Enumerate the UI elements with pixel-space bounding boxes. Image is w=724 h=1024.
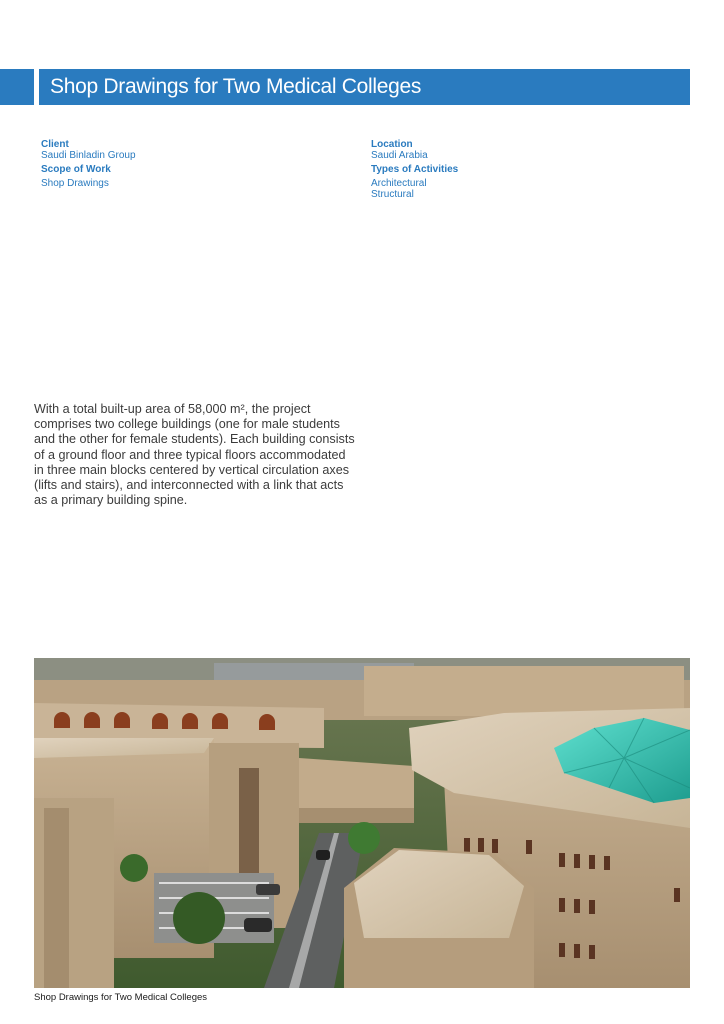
description-line: of a ground floor and three typical floors accommodated: [34, 447, 346, 462]
description-line: comprises two college buildings (one for male students: [34, 417, 340, 432]
client-label: Client: [41, 139, 69, 150]
description-line: as a primary building spine.: [34, 493, 188, 508]
info-right-column: [371, 139, 458, 200]
scope-label: Scope of Work: [41, 164, 111, 175]
project-rendering-image: [34, 658, 690, 988]
info-left-column: [41, 139, 136, 189]
description-line: With a total built-up area of 58,000 m², the project: [34, 402, 311, 416]
location-label: Location: [371, 139, 413, 150]
rendering-illustration: [34, 658, 690, 988]
project-description: [34, 402, 359, 508]
client-value: Saudi Binladin Group: [41, 150, 136, 161]
scope-value: Shop Drawings: [41, 178, 109, 189]
page-title: Shop Drawings for Two Medical Colleges: [50, 75, 422, 98]
title-bar: [39, 69, 690, 105]
description-line: (lifts and stairs), and interconnected with a link that acts: [34, 478, 344, 493]
description-line: in three main blocks centered by vertical circulation axes: [34, 462, 349, 477]
activity-item: Architectural: [371, 178, 427, 189]
location-value: Saudi Arabia: [371, 150, 428, 161]
activity-item: Structural: [371, 189, 414, 200]
image-caption: Shop Drawings for Two Medical Colleges: [34, 992, 208, 1003]
activities-label: Types of Activities: [371, 164, 459, 175]
description-line: and the other for female students). Each building consists: [34, 432, 355, 447]
side-tab-marker: [0, 69, 34, 105]
